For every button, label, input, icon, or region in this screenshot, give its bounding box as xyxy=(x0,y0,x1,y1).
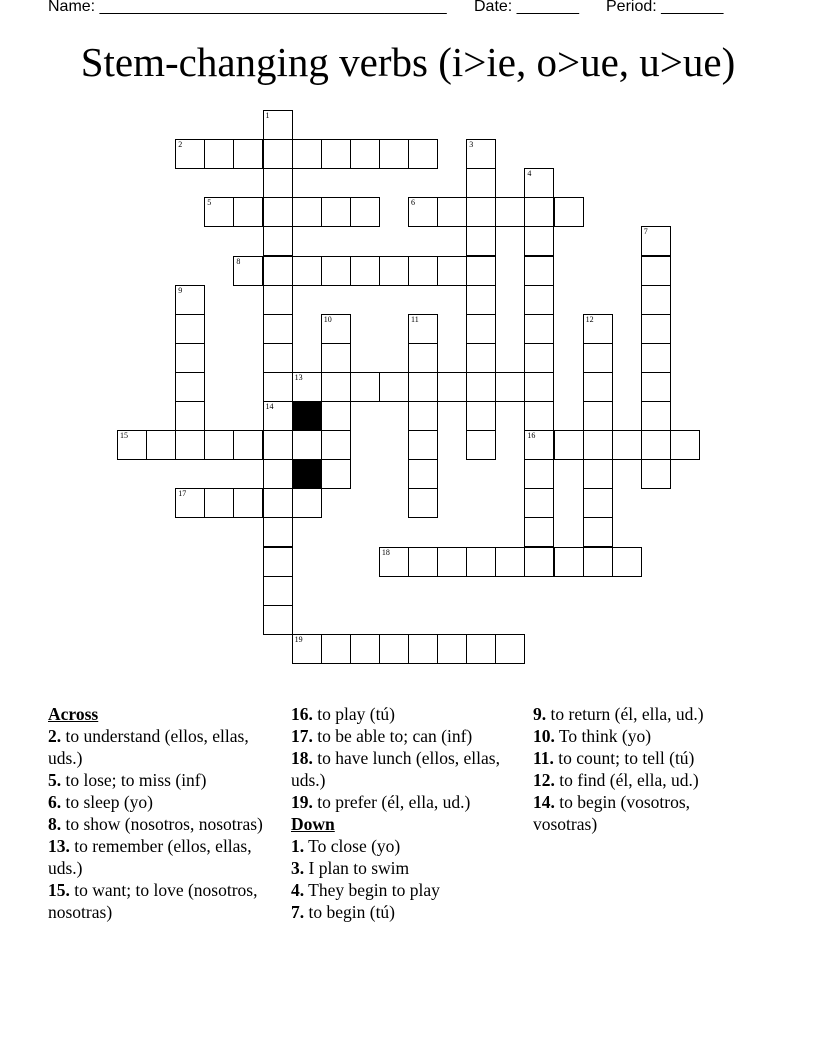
clue-item-number: 15. xyxy=(48,880,70,900)
crossword-cell[interactable] xyxy=(379,547,409,577)
crossword-cell[interactable] xyxy=(495,634,525,664)
clue-item: 19. to prefer (él, ella, ud.) xyxy=(291,792,471,812)
crossword-cell[interactable] xyxy=(524,256,554,286)
crossword-cell[interactable] xyxy=(263,430,293,460)
crossword-cell[interactable] xyxy=(408,430,438,460)
crossword-cell[interactable] xyxy=(263,285,293,315)
crossword-cell[interactable] xyxy=(466,139,496,169)
down-heading: Down xyxy=(291,814,335,834)
crossword-cell[interactable] xyxy=(466,197,496,227)
date-line: _______ xyxy=(516,0,579,15)
crossword-cell[interactable] xyxy=(583,459,613,489)
crossword-cell[interactable] xyxy=(583,430,613,460)
crossword-cell[interactable] xyxy=(350,372,380,402)
crossword-cell[interactable] xyxy=(524,226,554,256)
crossword-cell[interactable] xyxy=(263,372,293,402)
crossword-cell[interactable] xyxy=(408,401,438,431)
crossword-cell[interactable] xyxy=(292,634,322,664)
crossword-cell[interactable] xyxy=(263,547,293,577)
crossword-cell[interactable] xyxy=(524,430,554,460)
clue-number: 1 xyxy=(265,111,270,120)
clue-column-3 xyxy=(533,703,758,835)
clue-item: 12. to find (él, ella, ud.) xyxy=(533,770,699,790)
crossword-cell[interactable] xyxy=(466,314,496,344)
crossword-cell[interactable] xyxy=(233,256,263,286)
crossword-cell[interactable] xyxy=(437,634,467,664)
crossword-cell[interactable] xyxy=(146,430,176,460)
clue-item-number: 3. xyxy=(291,858,305,878)
crossword-cell[interactable] xyxy=(175,285,205,315)
crossword-cell[interactable] xyxy=(292,488,322,518)
clue-item: 17. to be able to; can (inf) xyxy=(291,726,473,746)
crossword-cell[interactable] xyxy=(263,401,293,431)
clue-item-number: 16. xyxy=(291,704,313,724)
clue-item: 9. to return (él, ella, ud.) xyxy=(533,704,704,724)
crossword-cell[interactable] xyxy=(321,256,351,286)
crossword-block xyxy=(292,401,322,431)
clue-item-number: 17. xyxy=(291,726,313,746)
crossword-cell[interactable] xyxy=(408,256,438,286)
crossword-cell[interactable] xyxy=(466,547,496,577)
clue-item-number: 12. xyxy=(533,770,555,790)
crossword-cell[interactable] xyxy=(466,634,496,664)
crossword-cell[interactable] xyxy=(641,226,671,256)
crossword-cell[interactable] xyxy=(175,488,205,518)
crossword-cell[interactable] xyxy=(292,372,322,402)
crossword-cell[interactable] xyxy=(175,343,205,373)
crossword-cell[interactable] xyxy=(233,197,263,227)
clue-item: 2. to understand (ellos, ellas, uds.) xyxy=(48,726,249,768)
crossword-cell[interactable] xyxy=(670,430,700,460)
crossword-cell[interactable] xyxy=(204,139,234,169)
clue-number: 4 xyxy=(527,169,532,179)
crossword-cell[interactable] xyxy=(204,488,234,518)
crossword-cell[interactable] xyxy=(408,547,438,577)
crossword-cell[interactable] xyxy=(641,343,671,373)
clue-number: 8 xyxy=(236,256,241,266)
crossword-cell[interactable] xyxy=(437,197,467,227)
clue-item: 15. to want; to love (nosotros, nosotras) xyxy=(48,880,258,922)
clue-item: 10. To think (yo) xyxy=(533,726,652,746)
clue-item: 8. to show (nosotros, nosotras) xyxy=(48,814,263,834)
crossword-cell[interactable] xyxy=(466,430,496,460)
clue-item: 7. to begin (tú) xyxy=(291,902,396,922)
crossword-cell[interactable] xyxy=(495,197,525,227)
crossword-cell[interactable] xyxy=(554,197,584,227)
clue-number: 12 xyxy=(585,314,594,324)
clue-number: 7 xyxy=(643,227,648,237)
clue-column-2 xyxy=(291,703,516,923)
crossword-cell[interactable] xyxy=(321,372,351,402)
crossword-cell[interactable] xyxy=(263,517,293,547)
clue-number: 18 xyxy=(381,547,390,557)
page-title: Stem-changing verbs (i>ie, o>ue, u>ue) xyxy=(80,39,736,85)
crossword-cell[interactable] xyxy=(292,139,322,169)
crossword-cell[interactable] xyxy=(495,547,525,577)
clue-item: 6. to sleep (yo) xyxy=(48,792,153,812)
crossword-cell[interactable] xyxy=(263,256,293,286)
crossword-cell[interactable] xyxy=(117,430,147,460)
clue-item: 11. to count; to tell (tú) xyxy=(533,748,695,768)
clue-item-number: 2. xyxy=(48,726,62,746)
crossword-cell[interactable] xyxy=(408,372,438,402)
crossword-cell[interactable] xyxy=(524,459,554,489)
crossword-cell[interactable] xyxy=(524,401,554,431)
clue-item: 16. to play (tú) xyxy=(291,704,396,724)
clue-item-number: 6. xyxy=(48,792,62,812)
crossword-cell[interactable] xyxy=(641,256,671,286)
crossword-cell[interactable] xyxy=(524,372,554,402)
crossword-cell[interactable] xyxy=(175,401,205,431)
period-line: _______ xyxy=(661,0,724,15)
clue-item-number: 4. xyxy=(291,880,305,900)
crossword-cell[interactable] xyxy=(379,256,409,286)
crossword-cell[interactable] xyxy=(350,634,380,664)
crossword-cell[interactable] xyxy=(263,605,293,635)
clue-number: 6 xyxy=(411,198,415,208)
crossword-cell[interactable] xyxy=(263,110,293,140)
clue-item-number: 10. xyxy=(533,726,555,746)
date-label: Date: xyxy=(474,0,517,15)
crossword-cell[interactable] xyxy=(583,517,613,547)
clue-item: 1. To close (yo) xyxy=(291,836,401,856)
crossword-cell[interactable] xyxy=(175,372,205,402)
crossword-cell[interactable] xyxy=(292,256,322,286)
clue-item: 13. to remember (ellos, ellas, uds.) xyxy=(48,836,252,878)
crossword-cell[interactable] xyxy=(263,168,293,198)
crossword-cell[interactable] xyxy=(408,314,438,344)
crossword-cell[interactable] xyxy=(263,459,293,489)
clue-item-number: 8. xyxy=(48,814,62,834)
crossword-cell[interactable] xyxy=(321,430,351,460)
name-line: _______________________________________ xyxy=(99,0,447,15)
crossword-cell[interactable] xyxy=(233,430,263,460)
crossword-cell[interactable] xyxy=(292,197,322,227)
clue-number: 2 xyxy=(178,140,183,150)
clue-column-1 xyxy=(48,703,273,923)
crossword-cell[interactable] xyxy=(583,547,613,577)
crossword-cell[interactable] xyxy=(321,314,351,344)
crossword-cell[interactable] xyxy=(379,634,409,664)
crossword-cell[interactable] xyxy=(408,197,438,227)
crossword-cell[interactable] xyxy=(321,139,351,169)
crossword-cell[interactable] xyxy=(554,430,584,460)
clue-number: 17 xyxy=(178,489,187,499)
clue-number: 14 xyxy=(265,402,274,411)
clue-number: 13 xyxy=(294,372,303,382)
crossword-cell[interactable] xyxy=(175,314,205,344)
clue-number: 9 xyxy=(178,285,183,295)
crossword-cell[interactable] xyxy=(233,488,263,518)
crossword-cell[interactable] xyxy=(350,256,380,286)
clue-number: 5 xyxy=(207,198,212,208)
clue-number: 3 xyxy=(469,140,474,150)
crossword-cell[interactable] xyxy=(263,314,293,344)
crossword-cell[interactable] xyxy=(408,634,438,664)
crossword-cell[interactable] xyxy=(524,285,554,315)
clue-item-number: 19. xyxy=(291,792,313,812)
crossword-cell[interactable] xyxy=(321,401,351,431)
crossword-cell[interactable] xyxy=(524,168,554,198)
crossword-cell[interactable] xyxy=(641,430,671,460)
crossword-cell[interactable] xyxy=(379,139,409,169)
crossword-cell[interactable] xyxy=(321,197,351,227)
crossword-cell[interactable] xyxy=(233,139,263,169)
clue-item-number: 11. xyxy=(533,748,554,768)
crossword-cell[interactable] xyxy=(263,197,293,227)
crossword-cell[interactable] xyxy=(466,256,496,286)
clue-item: 3. I plan to swim xyxy=(291,858,410,878)
crossword-cell[interactable] xyxy=(554,547,584,577)
clue-item: 18. to have lunch (ellos, ellas, uds.) xyxy=(291,748,500,790)
crossword-cell[interactable] xyxy=(263,139,293,169)
across-heading: Across xyxy=(48,704,99,724)
crossword-cell[interactable] xyxy=(583,488,613,518)
name-label: Name: xyxy=(48,0,100,15)
clue-number: 10 xyxy=(323,314,332,324)
crossword-cell[interactable] xyxy=(583,401,613,431)
crossword-cell[interactable] xyxy=(466,372,496,402)
clue-number: 19 xyxy=(294,634,303,644)
clue-item: 4. They begin to play xyxy=(291,880,440,900)
clue-item: 5. to lose; to miss (inf) xyxy=(48,770,207,790)
crossword-cell[interactable] xyxy=(583,343,613,373)
clue-number: 15 xyxy=(120,431,128,441)
crossword-cell[interactable] xyxy=(350,197,380,227)
crossword-cell[interactable] xyxy=(641,285,671,315)
clue-item: 14. to begin (vosotros, vosotras) xyxy=(533,792,691,834)
crossword-cell[interactable] xyxy=(350,139,380,169)
crossword-cell[interactable] xyxy=(466,226,496,256)
crossword-cell[interactable] xyxy=(524,343,554,373)
crossword-cell[interactable] xyxy=(175,139,205,169)
crossword-cell[interactable] xyxy=(321,343,351,373)
crossword-cell[interactable] xyxy=(524,547,554,577)
crossword-cell[interactable] xyxy=(466,285,496,315)
crossword-cell[interactable] xyxy=(524,314,554,344)
clue-item-number: 5. xyxy=(48,770,62,790)
clue-item-number: 14. xyxy=(533,792,555,812)
crossword-cell[interactable] xyxy=(175,430,205,460)
clue-item-number: 9. xyxy=(533,704,547,724)
crossword-cell[interactable] xyxy=(408,139,438,169)
crossword-cell[interactable] xyxy=(466,401,496,431)
crossword-cell[interactable] xyxy=(524,488,554,518)
crossword-cell[interactable] xyxy=(263,226,293,256)
crossword-cell[interactable] xyxy=(263,488,293,518)
clue-item-number: 7. xyxy=(291,902,305,922)
crossword-cell[interactable] xyxy=(263,576,293,606)
crossword-cell[interactable] xyxy=(408,343,438,373)
crossword-cell[interactable] xyxy=(321,634,351,664)
crossword-cell[interactable] xyxy=(466,168,496,198)
crossword-cell[interactable] xyxy=(437,372,467,402)
crossword-cell[interactable] xyxy=(641,314,671,344)
period-label: Period: xyxy=(606,0,662,15)
crossword-cell[interactable] xyxy=(495,372,525,402)
crossword-cell[interactable] xyxy=(641,459,671,489)
crossword-cell[interactable] xyxy=(379,372,409,402)
crossword-cell[interactable] xyxy=(466,343,496,373)
crossword-cell[interactable] xyxy=(641,372,671,402)
clue-number: 11 xyxy=(411,314,419,324)
crossword-block xyxy=(292,459,322,489)
crossword-cell[interactable] xyxy=(263,343,293,373)
crossword-cell[interactable] xyxy=(612,430,642,460)
crossword-cell[interactable] xyxy=(612,547,642,577)
crossword-cell[interactable] xyxy=(524,197,554,227)
crossword-cell[interactable] xyxy=(437,256,467,286)
clue-item-number: 13. xyxy=(48,836,70,856)
crossword-cell[interactable] xyxy=(408,459,438,489)
crossword-cell[interactable] xyxy=(583,372,613,402)
crossword-cell[interactable] xyxy=(292,430,322,460)
crossword-cell[interactable] xyxy=(437,547,467,577)
crossword-cell[interactable] xyxy=(408,488,438,518)
clue-item-number: 18. xyxy=(291,748,313,768)
crossword-cell[interactable] xyxy=(321,459,351,489)
crossword-cell[interactable] xyxy=(641,401,671,431)
clue-number: 16 xyxy=(527,431,536,441)
crossword-cell[interactable] xyxy=(204,197,234,227)
crossword-cell[interactable] xyxy=(204,430,234,460)
crossword-cell[interactable] xyxy=(524,517,554,547)
crossword-cell[interactable] xyxy=(583,314,613,344)
clue-item-number: 1. xyxy=(291,836,305,856)
